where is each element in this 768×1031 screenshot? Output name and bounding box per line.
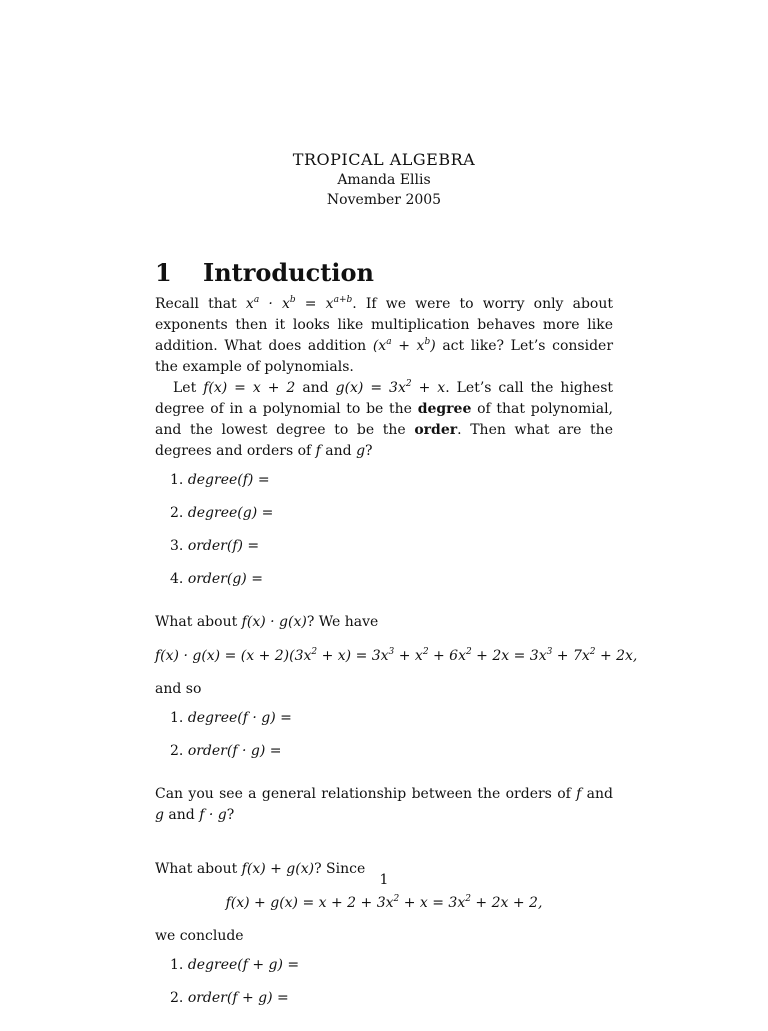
section-number: 1 [155, 258, 172, 287]
equation-sum: $f(x) + g(x) = x + 2 + 3x^2 + x = 3x^2 + 2x + 2$, [225, 894, 543, 911]
paragraph-sum-question: What about f(x) + g(x)? Since [155, 861, 366, 877]
list-degrees-orders [155, 470, 613, 602]
list-product [155, 708, 613, 774]
paragraph-product-question: What about f(x) · g(x)? We have [155, 614, 379, 630]
list-item: 4. order(g) = [170, 571, 263, 587]
equation-product: $f(x) \cdot g(x) = (x + 2)(3x^2 + x) = 3x^3 + x^2 + 6x^2 + 2x = 3x^3 + 7x^2 + 2x$, [155, 647, 638, 664]
list-item: 1. degree(f + g) = [170, 957, 300, 973]
text-and-so: and so [155, 681, 202, 697]
list-item: 2. degree(g) = [170, 505, 274, 521]
paragraph-intro: Recall that $x^a \cdot x^b = x^{a+b}$. If we were to worry only about exponents then it looks like multiplication behaves more like addition. What does addition $(x^a + x^b)$ act like? Let’s consider the example of polynomials. [155, 295, 614, 375]
page-number: 1 [379, 872, 389, 888]
list-item: 1. degree(f) = [170, 472, 270, 488]
vertical-space [155, 826, 613, 859]
section-heading [155, 258, 374, 287]
list-sum [155, 955, 613, 1021]
title-block [0, 150, 768, 210]
author-name: Amanda Ellis [337, 172, 431, 188]
body-text [155, 294, 638, 1031]
list-item: 3. order(f) = [170, 538, 260, 554]
text-we-conclude: we conclude [155, 928, 244, 944]
list-item: 2. order(f + g) = [170, 990, 289, 1006]
document-title: TROPICAL ALGEBRA [292, 150, 476, 169]
section-title: Introduction [203, 258, 374, 287]
document-date: November 2005 [326, 192, 442, 208]
list-item: 1. degree(f · g) = [170, 710, 292, 726]
paragraph-relationship: Can you see a general relationship between the orders of f and g and f · g? [155, 786, 613, 823]
term-order: order [414, 422, 458, 438]
term-degree: degree [417, 401, 472, 417]
paragraph-definitions: Let f(x) = x + 2 and $g(x) = 3x^2 + x$. Let’s call the highest degree of in a polynomial to be the degree of that polynomial, and the lowest degree to be the order. Then what are the degrees and orders of f and g? [155, 379, 613, 459]
list-item: 2. order(f · g) = [170, 743, 282, 759]
